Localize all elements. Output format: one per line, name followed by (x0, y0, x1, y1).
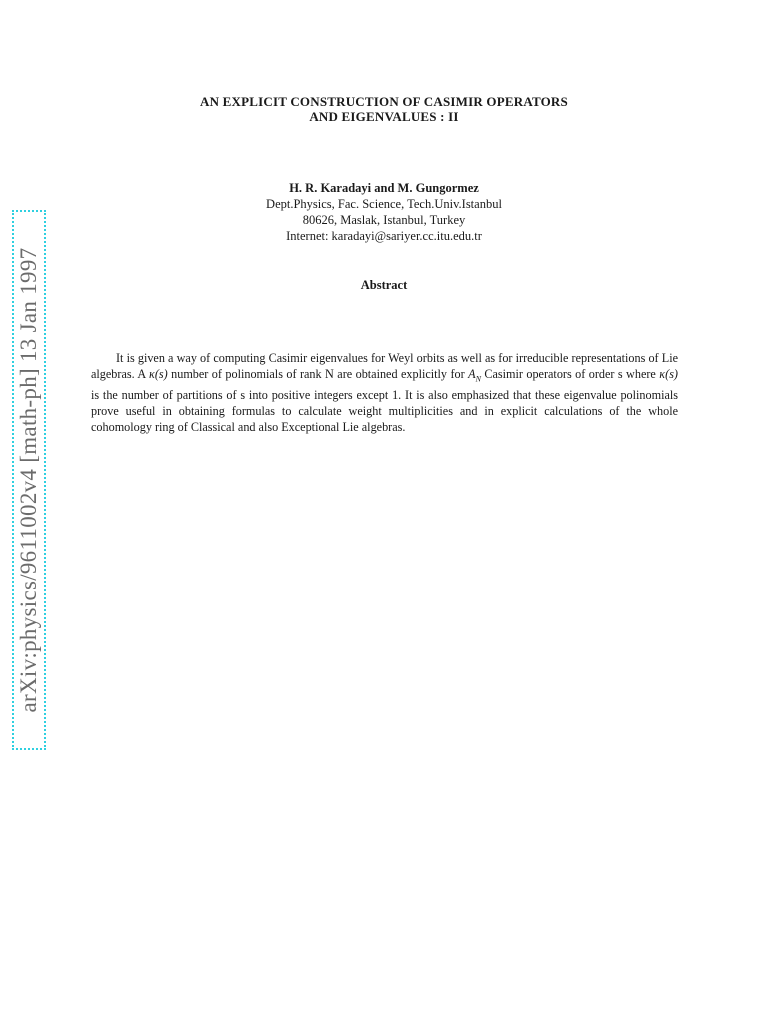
title-line-1: AN EXPLICIT CONSTRUCTION OF CASIMIR OPERATORS (200, 94, 568, 109)
author-email: Internet: karadayi@sariyer.cc.itu.edu.tr (286, 229, 482, 243)
abstract-kappa-1: κ(s) (148, 367, 168, 381)
abstract-body (91, 350, 678, 435)
abstract-a: A (468, 367, 476, 381)
affiliation-line-1: Dept.Physics, Fac. Science, Tech.Univ.Istanbul (266, 197, 502, 211)
arxiv-stamp-text: arXiv:physics/9611002v4 [math-ph] 13 Jan 1997 (16, 247, 41, 713)
abstract-text-1: It is given a way of computing Casimir eigenvalues for Weyl orbits as well as for irreducible representations of Lie algebras. A (91, 351, 678, 381)
paper-title (0, 94, 768, 124)
abstract-heading: Abstract (360, 278, 408, 292)
abstract-kappa-2: κ(s) (659, 367, 678, 381)
abstract-text-4: is the number of partitions of s into positive integers except 1. It is also emphasized that these eigenvalue polinomials prove useful in obtaining formulas to calculate weight multiplicities and in explicit calculations of the whole cohomology ring of Classical and also Exceptional Lie algebras. (91, 388, 678, 435)
author-names: H. R. Karadayi and M. Gungormez (289, 181, 479, 195)
title-line-2: AND EIGENVALUES : II (309, 109, 459, 124)
abstract-text-3: Casimir operators of order s where (480, 367, 660, 381)
author-block (0, 180, 768, 244)
abstract-text-2: number of polinomials of rank N are obtained explicitly for (167, 367, 469, 381)
abstract-a-subscript: N (475, 374, 481, 384)
affiliation-line-2: 80626, Maslak, Istanbul, Turkey (302, 213, 466, 227)
